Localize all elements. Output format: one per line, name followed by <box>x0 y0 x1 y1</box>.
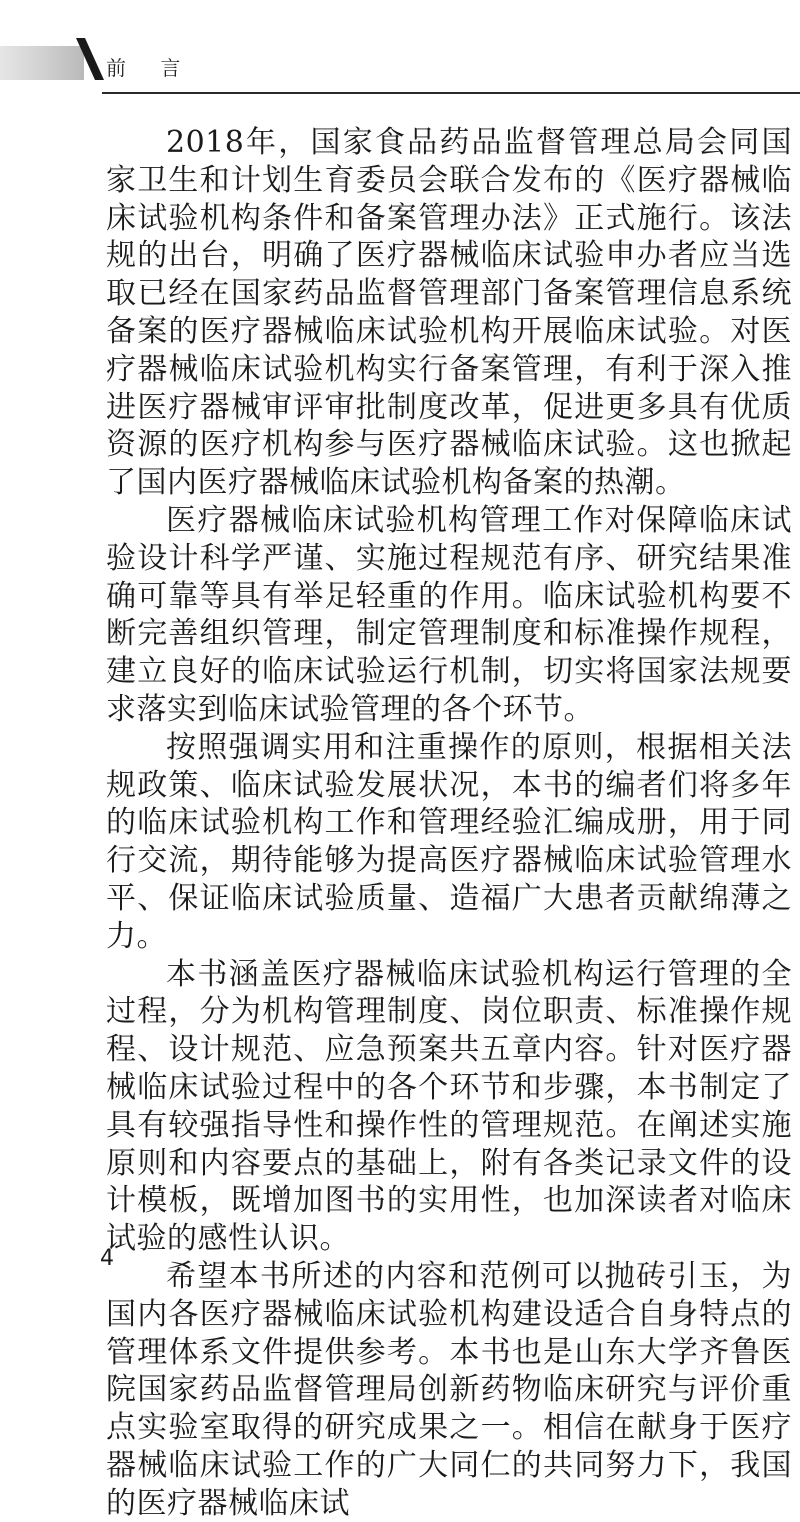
header-rule <box>102 92 800 94</box>
page-number: 4 <box>100 1246 114 1271</box>
paragraph: 2018年，国家食品药品监督管理总局会同国家卫生和计划生育委员会联合发布的《医疗器械临床试验机构条件和备案管理办法》正式施行。该法规的出台，明确了医疗器械临床试验申办者应当选取已经在国家药品监督管理部门备案管理信息系统备案的医疗器械临床试验机构开展临床试验。对医疗器械临床试验机构实行备案管理，有利于深入推进医疗器械审评审批制度改革，促进更多具有优质资源的医疗机构参与医疗器械临床试验。这也掀起了国内医疗器械临床试验机构备案的热潮。 <box>106 125 792 501</box>
running-header <box>0 38 800 98</box>
header-slash-mark <box>52 38 112 94</box>
header-title: 前 言 <box>106 56 195 80</box>
body-text <box>106 124 792 1522</box>
paragraph: 医疗器械临床试验机构管理工作对保障临床试验设计科学严谨、实施过程规范有序、研究结果准确可靠等具有举足轻重的作用。临床试验机构要不断完善组织管理，制定管理制度和标准操作规程，建立良好的临床试验运行机制，切实将国家法规要求落实到临床试验管理的各个环节。 <box>106 502 792 727</box>
paragraph: 按照强调实用和注重操作的原则，根据相关法规政策、临床试验发展状况，本书的编者们将多年的临床试验机构工作和管理经验汇编成册，用于同行交流，期待能够为提高医疗器械临床试验管理水平、保证临床试验质量、造福广大患者贡献绵薄之力。 <box>106 729 792 954</box>
paragraph: 本书涵盖医疗器械临床试验机构运行管理的全过程，分为机构管理制度、岗位职责、标准操作规程、设计规范、应急预案共五章内容。针对医疗器械临床试验过程中的各个环节和步骤，本书制定了具有较强指导性和操作性的管理规范。在阐述实施原则和内容要点的基础上，附有各类记录文件的设计模板，既增加图书的实用性，也加深读者对临床试验的感性认识。 <box>106 956 792 1257</box>
paragraph: 希望本书所述的内容和范例可以抛砖引玉，为国内各医疗器械临床试验机构建设适合自身特点的管理体系文件提供参考。本书也是山东大学齐鲁医院国家药品监督管理局创新药物临床研究与评价重点实验室取得的研究成果之一。相信在献身于医疗器械临床试验工作的广大同仁的共同努力下，我国的医疗器械临床试 <box>106 1258 792 1521</box>
